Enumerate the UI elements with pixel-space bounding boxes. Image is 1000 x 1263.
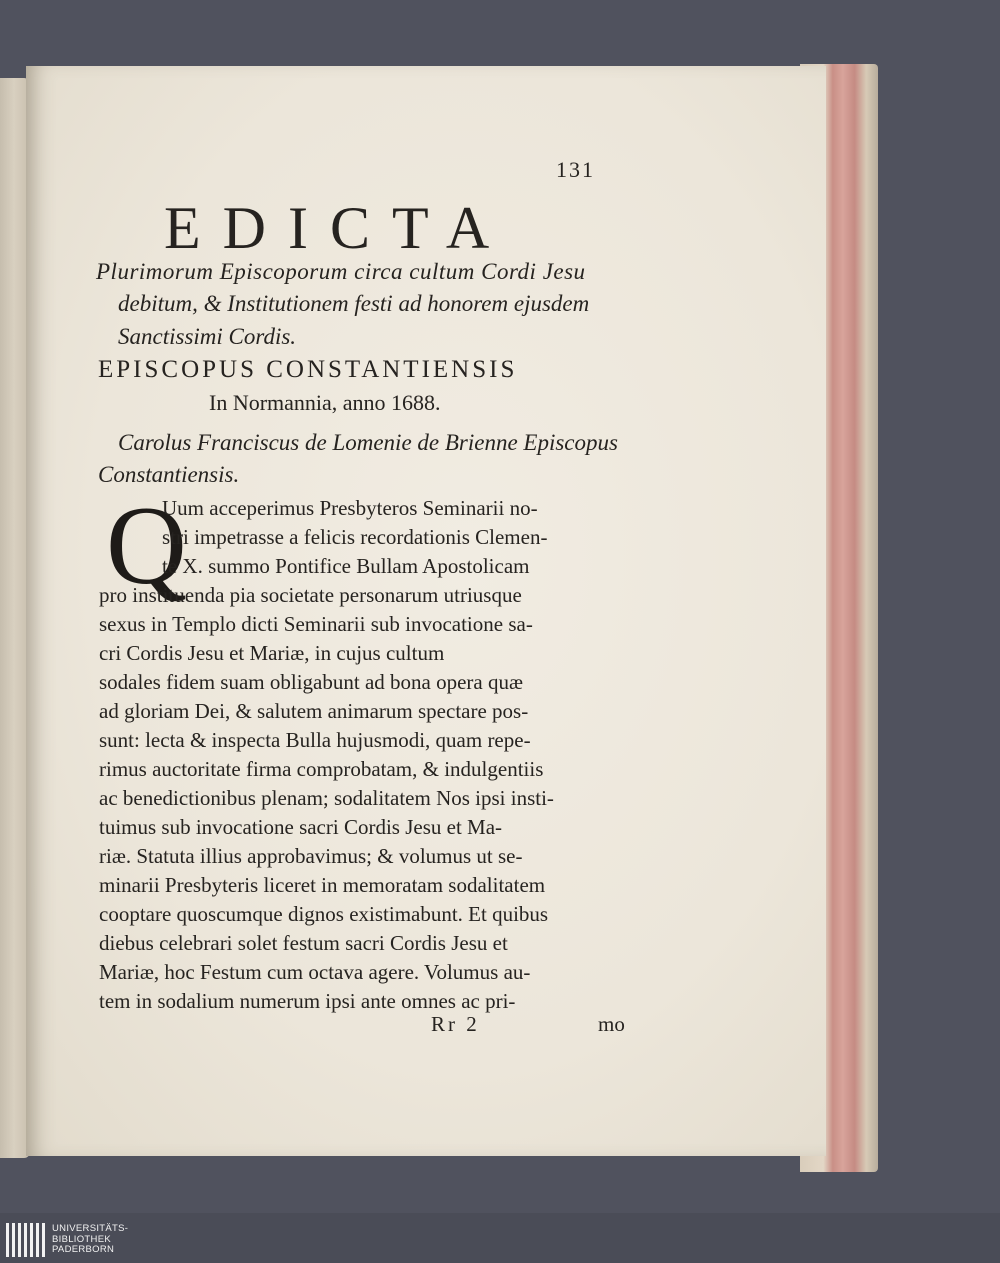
page-number: 131 [556,157,595,182]
body-line: Mariæ, hoc Festum cum octava agere. Volumus au- [99,960,531,984]
subtitle-line: debitum, & Institutionem festi ad honorem ejusdem [118,291,590,316]
body-line: tuimus sub invocatione sacri Cordis Jesu et Ma- [99,815,503,839]
body-line: sodales fidem suam obligabunt ad bona opera quæ [99,670,523,694]
body-line: diebus celebrari solet festum sacri Cordis Jesu et [99,931,508,955]
section-subheading: In Normannia, anno 1688. [209,390,441,415]
body-line: minarii Presbyteris liceret in memoratam sodalitatem [99,873,546,897]
signature-mark: Rr 2 [431,1012,480,1036]
section-heading: EPISCOPUS CONSTANTIENSIS [98,356,518,383]
body-line: stri impetrasse a felicis recordationis Clemen- [162,525,548,549]
subtitle-line: Plurimorum Episcoporum circa cultum Cordi Jesu [96,259,586,284]
body-line: te X. summo Pontifice Bullam Apostolicam [162,554,530,578]
body-line: sexus in Templo dicti Seminarii sub invocatione sa- [99,612,533,636]
subtitle-line: Sanctissimi Cordis. [118,324,297,349]
body-line: rimus auctoritate firma comprobatam, & indulgentiis [99,757,544,781]
library-logo-icon [6,1223,46,1257]
author-line: Carolus Franciscus de Lomenie de Brienne Episcopus [118,430,618,455]
logo-line: BIBLIOTHEK [52,1233,111,1245]
logo-line: UNIVERSITÄTS- [52,1223,129,1234]
author-line: Constantiensis. [98,462,240,487]
book-page [26,66,826,1156]
body-line: sunt: lecta & inspecta Bulla hujusmodi, quam repe- [99,728,531,752]
body-line: cri Cordis Jesu et Mariæ, in cujus cultum [99,641,445,665]
body-line: ac benedictionibus plenam; sodalitatem Nos ipsi insti- [99,786,554,810]
body-line: tem in sodalium numerum ipsi ante omnes ac pri- [99,989,516,1013]
catchword: mo [598,1012,625,1036]
library-logo-text [52,1224,128,1256]
body-line: cooptare quoscumque dignos existimabunt. Et quibus [99,902,549,926]
drop-cap: Q [106,484,187,608]
page-title: EDICTA [164,195,512,261]
body-line: riæ. Statuta illius approbavimus; & volumus ut se- [99,844,523,868]
body-line: Uum acceperimus Presbyteros Seminarii no- [162,496,538,520]
body-line: pro instituenda pia societate personarum utriusque [99,583,522,607]
logo-line: PADERBORN [52,1244,115,1255]
library-footer [0,1213,1000,1263]
body-line: ad gloriam Dei, & salutem animarum spectare pos- [99,699,529,723]
